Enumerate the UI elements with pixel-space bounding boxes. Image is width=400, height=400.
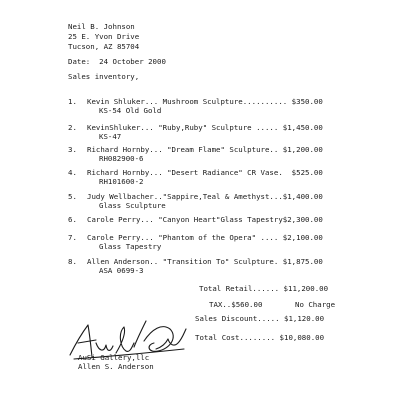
item-line: Allen Anderson.. "Transition To" Sculpture. $1,875.00 (87, 257, 323, 266)
sender-city: Tucson, AZ 85704 (68, 42, 140, 51)
signer-name: Allen S. Anderson (78, 362, 154, 371)
sender-name: Neil B. Johnson (68, 22, 135, 31)
item-number: 5. (68, 192, 77, 201)
item-detail: KS-54 Old Gold (99, 106, 162, 115)
item-number: 4. (68, 168, 77, 177)
item-number: 3. (68, 145, 77, 154)
sales-discount: Sales Discount..... $1,120.00 (195, 314, 325, 323)
sender-street: 25 E. Yvon Drive (68, 32, 140, 41)
item-line: Judy Wellbacher.."Sappire,Teal & Amethyst...$1,400.00 (87, 192, 323, 201)
total-retail: Total Retail...... $11,200.00 (199, 284, 329, 293)
item-detail: ASA 0699-3 (99, 266, 144, 275)
letter-date: Date: 24 October 2000 (68, 57, 166, 66)
item-number: 6. (68, 215, 77, 224)
item-detail: RH082900-6 (99, 154, 144, 163)
letter-subject: Sales inventory, (68, 72, 140, 81)
item-number: 8. (68, 257, 77, 266)
item-line: Richard Hornby... "Dream Flame" Sculpture.. $1,200.00 (87, 145, 323, 154)
item-line: Carole Perry... "Canyon Heart"Glass Tapestry$2,300.00 (87, 215, 323, 224)
item-detail: Glass Tapestry (99, 242, 162, 251)
item-line: Kevin Shluker... Mushroom Sculpture.......... $350.00 (87, 97, 323, 106)
item-detail: RH101600-2 (99, 177, 144, 186)
item-line: Richard Hornby... "Desert Radiance" CR Vase. $525.00 (87, 168, 323, 177)
item-number: 2. (68, 123, 77, 132)
tax-note: No Charge (295, 300, 336, 309)
tax-amount: TAX..$560.00 (209, 300, 263, 309)
item-line: Carole Perry... "Phantom of the Opera" .... $2,100.00 (87, 233, 323, 242)
total-cost: Total Cost........ $10,080.00 (195, 333, 325, 342)
item-number: 7. (68, 233, 77, 242)
gallery-name: AuSi Gallery,llc (78, 353, 150, 362)
item-number: 1. (68, 97, 77, 106)
item-detail: KS-47 (99, 132, 122, 141)
item-detail: Glass Sculpture (99, 201, 166, 210)
item-line: KevinShluker... "Ruby,Ruby" Sculpture ..... $1,450.00 (87, 123, 323, 132)
